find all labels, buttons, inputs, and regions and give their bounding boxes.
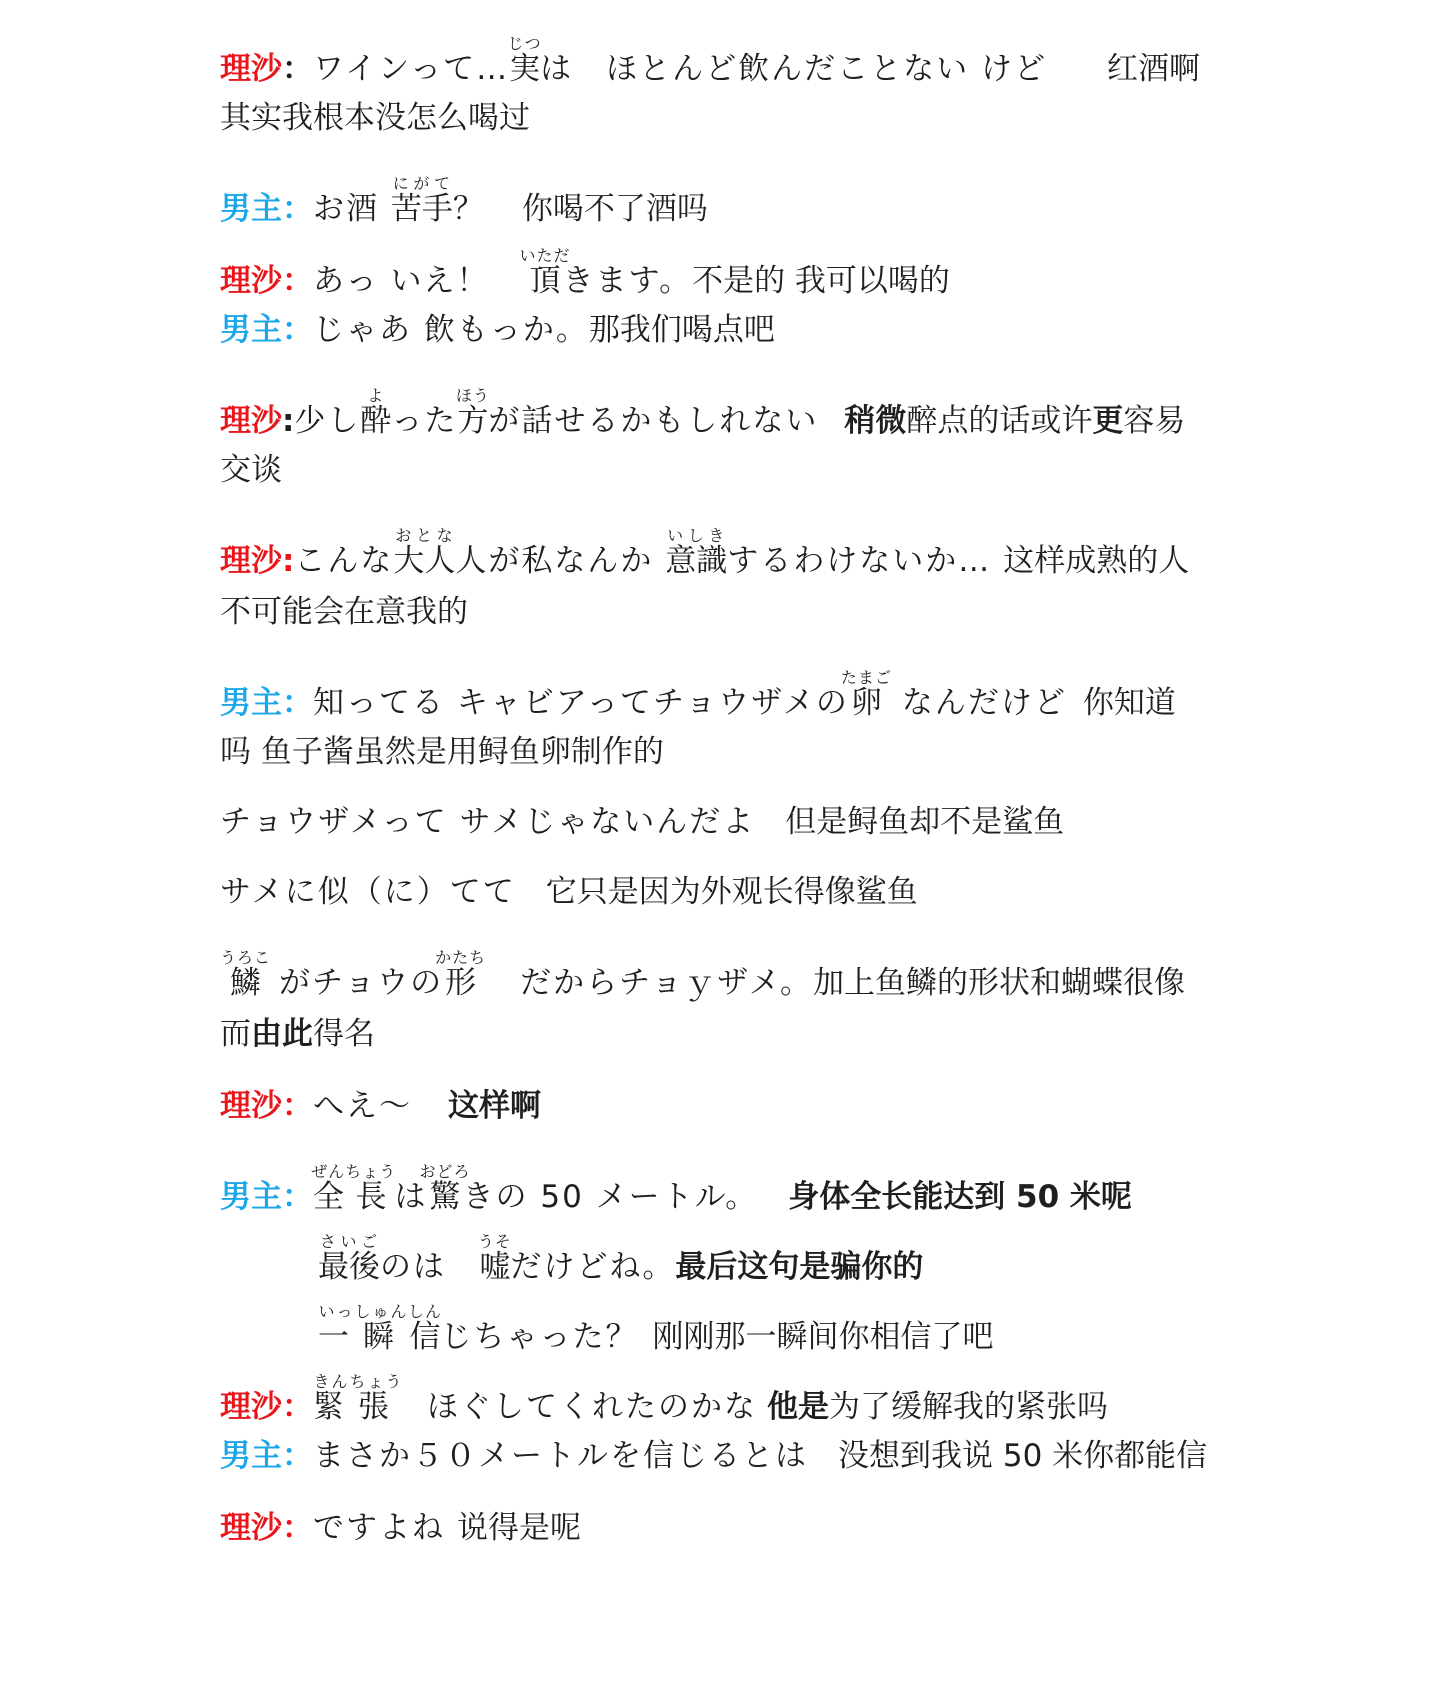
ruby-word: 全長ぜんちょう <box>311 1162 397 1215</box>
chinese-translation: 说得是呢 <box>457 1510 581 1546</box>
japanese-text: ほぐしてくれたのかな <box>427 1389 757 1425</box>
ruby-word: 大人おとな <box>393 526 456 579</box>
chinese-translation: 不是的 我可以喝的 <box>692 263 950 299</box>
japanese-text: じゃあ 飲もっか。 <box>313 312 589 348</box>
japanese-text: チョウザメって サメじゃないんだよ <box>220 804 756 840</box>
japanese-text: じちゃった？ <box>440 1319 639 1355</box>
japanese-text: お酒 <box>313 191 391 227</box>
ruby-word: 一瞬いっしゅん <box>318 1302 408 1355</box>
chinese-translation: 它只是因为外观长得像鲨鱼 <box>545 874 918 910</box>
chinese-translation: 醉点的话或许 <box>906 403 1093 439</box>
chinese-translation: 交谈 <box>220 452 282 488</box>
chinese-emphasis: 由此 <box>251 1016 313 1052</box>
chinese-translation: 你知道 <box>1082 685 1176 721</box>
japanese-text: なんだけど <box>901 685 1067 721</box>
japanese-text: へえ～ <box>313 1088 412 1124</box>
japanese-text: 少し <box>294 403 361 439</box>
ruby-word: 頂いただ <box>519 246 571 299</box>
japanese-text: が話せるかもしれない <box>488 403 819 439</box>
dialogue-line-2: 男主：お酒 苦手にがて？ 你喝不了酒吗 <box>220 174 708 227</box>
chinese-emphasis: 他是 <box>767 1389 829 1425</box>
ruby-word: 卵たまご <box>840 668 892 721</box>
chinese-translation: 刚刚那一瞬间你相信了吧 <box>652 1319 994 1355</box>
ruby-word: 実じつ <box>507 34 542 87</box>
dialogue-line-13 <box>318 1232 1230 1287</box>
dialogue-line-8 <box>220 802 1230 842</box>
chinese-translation: 这样啊 <box>448 1088 541 1124</box>
dialogue-line-11: 理沙：へえ～ 这样啊 <box>220 1088 541 1124</box>
speaker-male: 男主 <box>220 1179 282 1215</box>
dialogue-line-5-cont <box>220 450 1230 490</box>
japanese-text: ？ <box>452 191 486 227</box>
chinese-translation: 不可能会在意我的 <box>220 594 468 630</box>
ruby-word: 形かたち <box>435 948 487 1001</box>
chinese-translation: 红酒啊 <box>1107 51 1200 87</box>
dialogue-line-9 <box>220 872 1230 912</box>
japanese-text: 人が私なんか <box>455 543 666 579</box>
chinese-translation: 其实我根本没怎么喝过 <box>220 100 530 136</box>
speaker-male: 男主 <box>220 191 282 227</box>
chinese-emphasis: 稍微 <box>844 403 907 439</box>
japanese-text: だけどね。 <box>510 1249 676 1285</box>
dialogue-line-16: 男主：まさか５０メートルを信じるとは 没想到我说 50 米你都能信 <box>220 1438 1208 1474</box>
japanese-text: った <box>391 403 458 439</box>
dialogue-line-17: 理沙：ですよね 说得是呢 <box>220 1510 581 1546</box>
chinese-translation: 身体全长能达到 50 米呢 <box>788 1179 1132 1215</box>
speaker-risa: 理沙 <box>220 51 282 87</box>
ruby-word: 苦手にがて <box>390 174 453 227</box>
chinese-translation: 那我们喝点吧 <box>588 312 775 348</box>
japanese-text: きます。 <box>562 263 693 299</box>
chinese-translation: 没想到我说 50 米你都能信 <box>838 1438 1208 1474</box>
japanese-text: だからチョｙザメ。 <box>520 965 814 1001</box>
japanese-text: あっ いえ！ <box>313 263 490 299</box>
dialogue-line-10 <box>220 948 1230 1003</box>
dialogue-line-5: 理沙:少し酔よった方ほうが話せるかもしれない 稍微醉点的话或许更容易 <box>220 386 1186 439</box>
chinese-translation: 得名 <box>313 1016 375 1052</box>
dialogue-line-15: 理沙：緊張きんちょうほぐしてくれたのかな 他是为了缓解我的紧张吗 <box>220 1372 1108 1425</box>
speaker-male: 男主 <box>220 685 282 721</box>
japanese-text: がチョウの <box>279 965 444 1001</box>
japanese-text: ですよね <box>313 1510 445 1546</box>
chinese-translation: 为了缓解我的紧张吗 <box>829 1389 1108 1425</box>
ruby-word: 最後さいご <box>318 1232 380 1285</box>
speaker-risa: 理沙 <box>220 403 282 439</box>
chinese-translation: 这样成熟的人 <box>1003 543 1190 579</box>
dialogue-line-14 <box>318 1302 1230 1357</box>
ruby-word: 驚おどろ <box>419 1162 471 1215</box>
dialogue-line-7: 男主：知ってる キャビアってチョウザメの卵たまごなんだけど 你知道 <box>220 668 1176 721</box>
chinese-emphasis: 更 <box>1092 403 1124 439</box>
dialogue-line-6-cont <box>220 592 1230 632</box>
ruby-word: 意識いしき <box>665 526 728 579</box>
japanese-text: こんな <box>294 543 394 579</box>
ruby-word: 鱗うろこ <box>220 948 272 1001</box>
speaker-risa: 理沙 <box>220 1510 282 1546</box>
japanese-text: するわけないか… <box>727 543 992 579</box>
japanese-text: まさか５０メートルを信じるとは <box>313 1438 808 1474</box>
dialogue-line-10-cont <box>220 1014 1230 1054</box>
speaker-male: 男主 <box>220 312 282 348</box>
chinese-translation: 最后这句是骗你的 <box>675 1249 924 1285</box>
japanese-text: 知ってる キャビアってチョウザメの <box>313 685 849 721</box>
dialogue-line-3: 理沙：あっ いえ！ 頂いただきます。不是的 我可以喝的 <box>220 246 950 299</box>
japanese-text: サメに似（に）てて <box>220 874 516 910</box>
japanese-text: のは <box>380 1249 458 1285</box>
dialogue-line-6: 理沙:こんな大人おとな人が私なんか 意識いしきするわけないか… 这样成熟的人 <box>220 526 1190 579</box>
japanese-text: ワインって… <box>313 51 510 87</box>
japanese-text: は ほとんど飲んだことない けど <box>540 51 1047 87</box>
ruby-word: 酔よ <box>360 386 392 439</box>
ruby-word: 緊張きんちょう <box>313 1372 403 1425</box>
japanese-text: は <box>394 1179 428 1215</box>
chinese-translation: 你喝不了酒吗 <box>521 191 708 227</box>
speaker-risa: 理沙 <box>220 1088 282 1124</box>
chinese-translation: 加上鱼鳞的形状和蝴蝶很像 <box>813 965 1186 1001</box>
dialogue-line-12: 男主：全長ぜんちょうは驚おどろきの 50 メートル。 身体全长能达到 50 米呢 <box>220 1162 1132 1215</box>
dialogue-line-7-cont <box>220 732 1230 772</box>
ruby-word: 方ほう <box>455 386 490 439</box>
dialogue-line-4: 男主：じゃあ 飲もっか。那我们喝点吧 <box>220 312 775 348</box>
chinese-translation: 吗 鱼子酱虽然是用鲟鱼卵制作的 <box>220 734 664 770</box>
dialogue-line-1: 理沙：ワインって…実じつは ほとんど飲んだことない けど 红酒啊 <box>220 34 1200 87</box>
speaker-risa: 理沙 <box>220 1389 282 1425</box>
chinese-translation: 但是鲟鱼却不是鲨鱼 <box>785 804 1065 840</box>
japanese-text: きの 50 メートル。 <box>462 1179 759 1215</box>
dialogue-line-1-cont <box>220 98 1230 138</box>
ruby-word: 信しん <box>408 1302 443 1355</box>
speaker-risa: 理沙 <box>220 263 282 299</box>
ruby-word: 嘘うそ <box>477 1232 512 1285</box>
chinese-translation: 而 <box>220 1016 251 1052</box>
speaker-risa: 理沙 <box>220 543 282 579</box>
speaker-male: 男主 <box>220 1438 282 1474</box>
chinese-translation: 容易 <box>1123 403 1186 439</box>
